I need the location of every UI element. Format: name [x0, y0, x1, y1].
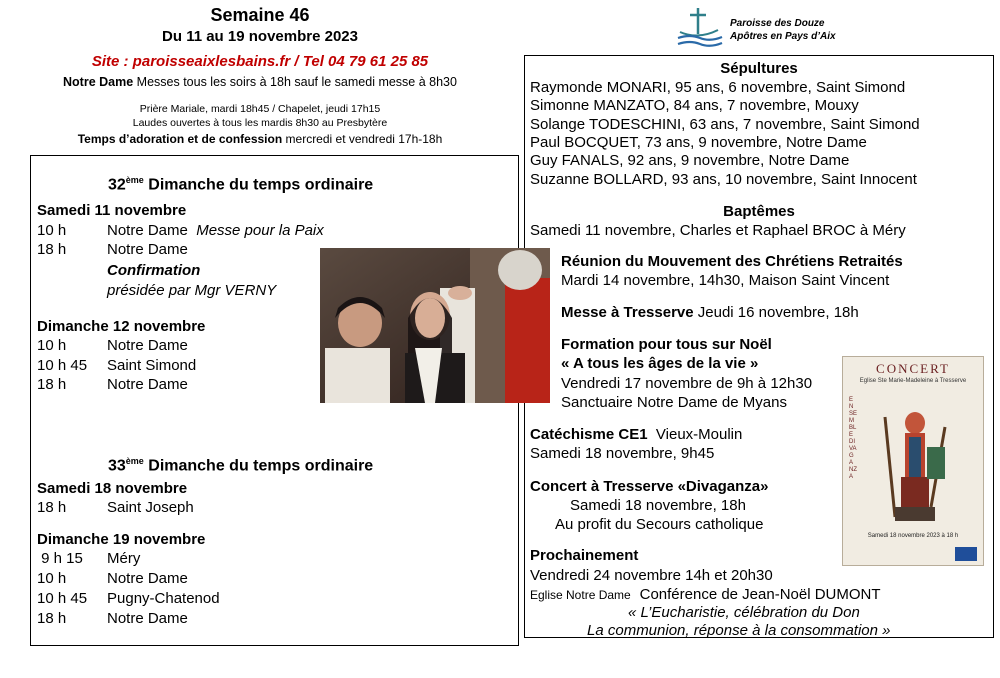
sepulture-item: Simonne MANZATO, 84 ans, 7 novembre, Mouxy [530, 97, 859, 114]
s33-sup: ème [125, 456, 144, 466]
sunday-33-title [108, 456, 373, 475]
prochainement-title: Prochainement [530, 547, 639, 564]
sepulture-item: Solange TODESCHINI, 63 ans, 7 novembre, Saint Simond [530, 116, 920, 133]
row-time: 18 h [37, 241, 67, 258]
concert-title: Concert à Tresserve «Divaganza» [530, 478, 769, 495]
adoration-label: Temps d’adoration et de confession [77, 132, 283, 146]
adoration-line [40, 132, 480, 146]
row-time: 9 h 15 [37, 550, 83, 567]
s32-num: 32 [108, 176, 126, 194]
cross-boat-icon [676, 6, 726, 50]
tresserve-line [561, 304, 859, 321]
logo-line-2: Apôtres en Pays d’Aix [730, 31, 836, 42]
poster-title: CONCERT [876, 361, 950, 376]
sat11-row-1 [37, 222, 324, 239]
row-place: Pugny-Chatenod [107, 590, 220, 607]
poster-side-text: ENSEMBLE DIVAGANZA [849, 397, 858, 480]
row-place: Notre Dame [107, 610, 188, 627]
sat11-title: Samedi 11 novembre [37, 202, 187, 219]
row-time: 10 h [37, 222, 67, 239]
formation-subtitle: « A tous les âges de la vie » [561, 355, 759, 372]
baptemes-title: Baptêmes [723, 203, 795, 220]
formation-line-1: Vendredi 17 novembre de 9h à 12h30 [561, 375, 813, 392]
sepulture-item: Raymonde MONARI, 95 ans, 6 novembre, Saint Simond [530, 79, 906, 96]
row-place: Méry [107, 550, 141, 567]
reunion-title: Réunion du Mouvement des Chrétiens Retraités [561, 253, 903, 270]
nd-text: Messes tous les soirs à 18h sauf le samedi messe à 8h30 [133, 75, 457, 89]
confirmation-scene-image [320, 248, 550, 403]
laudes-line: Laudes ouvertes à tous les mardis 8h30 au Presbytère [132, 117, 388, 129]
catechisme-line [530, 426, 742, 443]
sun12-row [37, 376, 188, 393]
prochainement-line-2 [530, 586, 881, 604]
row-time: 10 h 45 [37, 357, 88, 374]
sepultures-title: Sépultures [720, 60, 798, 77]
s32-sup: ème [125, 175, 144, 185]
s33-title: Dimanche du temps ordinaire [143, 457, 374, 475]
concert-line-2: Au profit du Secours catholique [555, 516, 764, 533]
catechisme-place: Vieux-Moulin [655, 426, 743, 443]
sun19-row [37, 570, 188, 587]
formation-title: Formation pour tous sur Noël [561, 336, 772, 353]
tresserve-text: Jeudi 16 novembre, 18h [693, 304, 859, 321]
row-place: Notre Dame [107, 241, 188, 258]
proch-place: Eglise Notre Dame [530, 588, 631, 602]
s33-num: 33 [108, 457, 126, 475]
reunion-text: Mardi 14 novembre, 14h30, Maison Saint Vincent [561, 272, 890, 289]
sat18-row [37, 499, 194, 516]
logo-line-1: Paroisse des Douze [730, 18, 825, 29]
site-line[interactable]: Site : paroisseaixlesbains.fr / Tel 04 79 61 25 85 [91, 53, 429, 70]
concert-line-1: Samedi 18 novembre, 18h [570, 497, 746, 514]
priere-line: Prière Mariale, mardi 18h45 / Chapelet, jeudi 17h15 [139, 103, 381, 115]
week-dates: Du 11 au 19 novembre 2023 [162, 28, 358, 45]
week-title: Semaine 46 [210, 5, 310, 25]
sun19-row [37, 550, 140, 567]
concert-poster [842, 356, 984, 566]
formation-line-2: Sanctuaire Notre Dame de Myans [561, 394, 787, 411]
catechisme-title: Catéchisme CE1 [530, 426, 648, 443]
prochainement-line-1: Vendredi 24 novembre 14h et 20h30 [530, 567, 773, 584]
poster-logo [955, 547, 977, 561]
sepulture-item: Guy FANALS, 92 ans, 9 novembre, Notre Dame [530, 152, 850, 169]
row-place: Notre Dame [107, 570, 188, 587]
sepulture-item: Suzanne BOLLARD, 93 ans, 10 novembre, Saint Innocent [530, 171, 917, 188]
sun12-row [37, 337, 188, 354]
sat11-row-2 [37, 241, 188, 258]
row-time: 10 h [37, 337, 67, 354]
row-note: Messe pour la Paix [196, 222, 324, 239]
presidee-label: présidée par Mgr VERNY [107, 282, 277, 299]
parish-logo [676, 6, 876, 50]
sun12-title: Dimanche 12 novembre [37, 318, 206, 335]
adoration-text: mercredi et vendredi 17h-18h [282, 132, 443, 146]
notre-dame-masses [40, 75, 480, 89]
prochainement-quote-1: « L’Eucharistie, célébration du Don [628, 604, 860, 621]
row-time: 10 h [37, 570, 67, 587]
sun19-row [37, 610, 188, 627]
prochainement-quote-2: La communion, réponse à la consommation » [587, 622, 891, 639]
baptemes-text: Samedi 11 novembre, Charles et Raphael BROC à Méry [530, 222, 906, 239]
poster-subtitle: Eglise Ste Marie-Madeleine à Tresserve [859, 378, 967, 384]
row-time: 10 h 45 [37, 590, 88, 607]
sun19-row [37, 590, 220, 607]
row-time: 18 h [37, 610, 67, 627]
row-place: Notre Dame [107, 337, 188, 354]
row-place: Saint Simond [107, 357, 197, 374]
sunday-32-title [108, 175, 373, 194]
tresserve-title: Messe à Tresserve [561, 304, 694, 321]
confirmation-photo [320, 248, 550, 403]
sepulture-item: Paul BOCQUET, 73 ans, 9 novembre, Notre Dame [530, 134, 867, 151]
row-place: Saint Joseph [107, 499, 194, 516]
row-time: 18 h [37, 499, 67, 516]
nd-label: Notre Dame [63, 75, 134, 89]
sun12-row [37, 357, 196, 374]
s32-title: Dimanche du temps ordinaire [143, 176, 374, 194]
row-place: Notre Dame [107, 376, 188, 393]
sun19-title: Dimanche 19 novembre [37, 531, 206, 548]
sat18-title: Samedi 18 novembre [37, 480, 188, 497]
proch-conf: Conférence de Jean-Noël DUMONT [639, 586, 881, 603]
row-time: 18 h [37, 376, 67, 393]
row-place: Notre Dame [107, 222, 188, 239]
catechisme-date: Samedi 18 novembre, 9h45 [530, 445, 715, 462]
poster-figure-illustration [865, 407, 965, 525]
confirmation-label: Confirmation [107, 262, 201, 279]
poster-date: Samedi 18 novembre 2023 à 18 h [867, 533, 959, 539]
